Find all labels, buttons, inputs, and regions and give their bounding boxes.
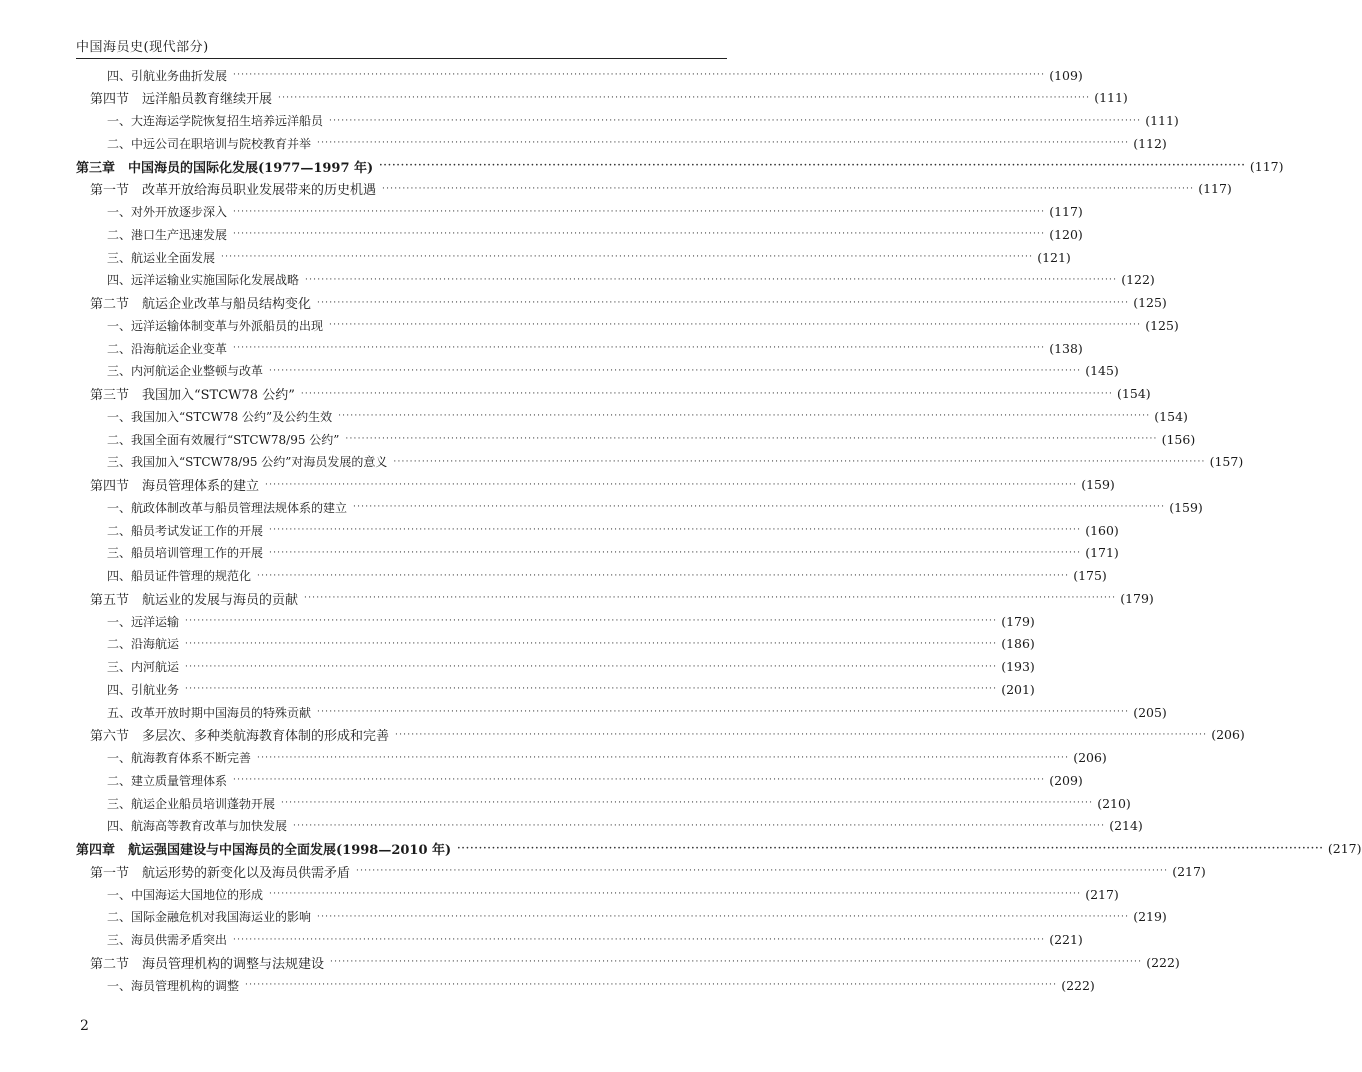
toc-chapter-entry — [76, 839, 1362, 859]
dot-leader: ········································································································································································································ — [185, 616, 998, 626]
dot-leader: ········································································································································································································ — [300, 388, 1114, 399]
toc-chapter-entry — [76, 156, 1284, 176]
toc-entry-title: 四、航海高等教育改革与加快发展 — [107, 819, 288, 834]
dot-leader: ········································································································································································································ — [233, 206, 1046, 217]
toc-entry-title: 二、港口生产迅速发展 — [107, 227, 228, 242]
toc-subsection-entry — [107, 907, 1167, 927]
toc-entry-title: 三、内河航运企业整顿与改革 — [107, 364, 264, 379]
toc-subsection-entry — [107, 634, 1035, 654]
dot-leader: ········································································································································································································ — [395, 729, 1208, 740]
toc-entry-page: (117) — [1049, 204, 1083, 219]
toc-subsection-entry — [107, 452, 1244, 472]
dot-leader: ········································································································································································································ — [257, 752, 1070, 763]
dot-leader: ········································································································································································································ — [356, 866, 1169, 877]
toc-entry-page: (160) — [1085, 522, 1119, 538]
toc-entry-title: 一、航政体制改革与船员管理法规体系的建立 — [107, 500, 348, 515]
dot-leader: ········································································································································································································ — [329, 320, 1142, 331]
dot-leader: ········································································································································································································ — [269, 525, 1082, 535]
toc-entry-page: (193) — [1001, 659, 1035, 674]
dot-leader: ········································································································································································································ — [185, 684, 998, 695]
toc-entry-page: (125) — [1145, 317, 1179, 333]
toc-subsection-entry — [107, 406, 1188, 426]
toc-entry-title: 第六节 多层次、多种类航海教育体制的形成和完善 — [90, 729, 390, 745]
toc-entry-page: (159) — [1081, 477, 1115, 492]
dot-leader: ········································································································································································································ — [382, 183, 1195, 194]
toc-entry-page: (217) — [1327, 841, 1362, 856]
toc-subsection-entry — [107, 702, 1167, 722]
toc-subsection-entry — [107, 770, 1083, 790]
dot-leader: ········································································································································································································ — [233, 229, 1046, 240]
toc-entry-title: 三、航运业全面发展 — [107, 250, 216, 265]
toc-entry-title: 一、航海教育体系不断完善 — [107, 751, 252, 765]
toc-entry-page: (205) — [1133, 704, 1167, 720]
toc-entry-page: (222) — [1061, 977, 1095, 993]
dot-leader: ········································································································································································································ — [305, 274, 1118, 285]
toc-entry-title: 五、改革开放时期中国海员的特殊贡献 — [107, 705, 312, 720]
toc-subsection-entry — [107, 611, 1035, 631]
dot-leader: ········································································································································································································ — [278, 92, 1091, 103]
dot-leader: ········································································································································································································ — [269, 547, 1082, 558]
dot-leader: ········································································································································································································ — [185, 638, 998, 649]
dot-leader: ········································································································································································································ — [379, 161, 1246, 171]
toc-entry-page: (201) — [1001, 681, 1035, 697]
toc-subsection-entry — [107, 315, 1179, 335]
toc-section-entry — [90, 88, 1128, 108]
dot-leader: ········································································································································································································ — [257, 570, 1070, 581]
toc-entry-title: 三、我国加入“STCW78/95 公约”对海员发展的意义 — [107, 455, 388, 470]
toc-subsection-entry — [107, 543, 1119, 563]
toc-entry-page: (109) — [1049, 67, 1083, 83]
toc-section-entry — [90, 725, 1245, 745]
toc-entry-page: (219) — [1133, 909, 1167, 925]
toc-section-entry — [90, 588, 1154, 608]
dot-leader: ········································································································································································································ — [353, 502, 1166, 513]
toc-entry-page: (175) — [1073, 568, 1107, 583]
dot-leader: ········································································································································································································ — [233, 775, 1046, 786]
dot-leader: ········································································································································································································ — [281, 798, 1094, 808]
toc-entry-title: 一、对外开放逐步深入 — [107, 205, 228, 219]
toc-subsection-entry — [107, 975, 1095, 995]
toc-entry-page: (159) — [1169, 499, 1203, 515]
toc-entry-page: (154) — [1154, 408, 1188, 424]
toc-subsection-entry — [107, 566, 1107, 586]
toc-section-entry — [90, 179, 1232, 199]
toc-entry-page: (206) — [1073, 750, 1107, 765]
dot-leader: ········································································································································································································ — [338, 411, 1151, 422]
toc-entry-page: (222) — [1146, 954, 1180, 970]
toc-subsection-entry — [107, 884, 1119, 904]
toc-subsection-entry — [107, 793, 1131, 813]
toc-entry-title: 三、海员供需矛盾突出 — [107, 933, 228, 947]
dot-leader: ········································································································································································································ — [304, 593, 1117, 604]
toc-entry-title: 第四节 海员管理体系的建立 — [90, 479, 260, 494]
toc-entry-title: 二、建立质量管理体系 — [107, 773, 228, 788]
toc-entry-page: (125) — [1133, 295, 1167, 310]
toc-subsection-entry — [107, 361, 1119, 381]
dot-leader: ········································································································································································································ — [317, 297, 1130, 308]
toc-entry-page: (179) — [1120, 590, 1154, 606]
dot-leader: ········································································································································································································ — [317, 911, 1130, 922]
toc-entry-page: (111) — [1145, 113, 1179, 128]
dot-leader: ········································································································································································································ — [269, 365, 1082, 376]
toc-entry-page: (156) — [1161, 431, 1196, 447]
dot-leader: ········································································································································································································ — [457, 843, 1324, 854]
toc-entry-title: 一、海员管理机构的调整 — [107, 978, 240, 993]
toc-entry-title: 第二节 海员管理机构的调整与法规建设 — [90, 956, 325, 972]
toc-entry-page: (117) — [1249, 158, 1284, 174]
toc-subsection-entry — [107, 224, 1083, 244]
toc-entry-page: (154) — [1117, 386, 1151, 401]
toc-entry-title: 三、航运企业船员培训蓬勃开展 — [107, 796, 276, 811]
toc-entry-page: (221) — [1049, 932, 1083, 947]
toc-entry-title: 四、引航业务 — [107, 682, 180, 697]
toc-entry-title: 一、我国加入“STCW78 公约”及公约生效 — [107, 409, 333, 424]
toc-entry-page: (120) — [1049, 226, 1083, 242]
toc-section-entry — [90, 293, 1167, 313]
toc-entry-title: 第四节 远洋船员教育继续开展 — [90, 92, 273, 108]
toc-entry-page: (122) — [1121, 272, 1155, 288]
toc-entry-title: 第三节 我国加入“STCW78 公约” — [90, 388, 295, 403]
toc-subsection-entry — [107, 270, 1155, 290]
toc-subsection-entry — [107, 111, 1179, 131]
toc-entry-title: 四、引航业务曲折发展 — [107, 68, 228, 83]
toc-subsection-entry — [107, 930, 1083, 950]
dot-leader: ········································································································································································································ — [233, 934, 1046, 945]
toc-entry-title: 一、大连海运学院恢复招生培养远洋船员 — [107, 114, 324, 128]
toc-entry-page: (117) — [1198, 181, 1232, 197]
dot-leader: ········································································································································································································ — [233, 343, 1046, 353]
toc-subsection-entry — [107, 748, 1107, 768]
dot-leader: ········································································································································································································ — [269, 889, 1082, 899]
running-head: 中国海员史(现代部分) — [76, 40, 209, 55]
toc-entry-title: 四、远洋运输业实施国际化发展战略 — [107, 273, 300, 288]
toc-entry-page: (111) — [1094, 90, 1128, 106]
dot-leader: ········································································································································································································ — [393, 456, 1206, 467]
toc-subsection-entry — [107, 338, 1083, 358]
toc-entry-title: 二、中远公司在职培训与院校教育并举 — [107, 136, 312, 151]
toc-entry-title: 二、船员考试发证工作的开展 — [107, 523, 264, 538]
toc-entry-title: 四、船员证件管理的规范化 — [107, 569, 252, 583]
toc-entry-title: 二、沿海航运 — [107, 637, 180, 652]
dot-leader: ········································································································································································································ — [265, 479, 1078, 490]
dot-leader: ········································································································································································································ — [293, 820, 1106, 831]
toc-entry-page: (210) — [1097, 795, 1131, 811]
toc-entry-page: (214) — [1109, 818, 1143, 834]
toc-entry-page: (157) — [1209, 454, 1244, 470]
toc-entry-title: 一、中国海运大国地位的形成 — [107, 887, 264, 902]
toc-entry-title: 第五节 航运业的发展与海员的贡献 — [90, 592, 299, 608]
toc-entry-title: 二、沿海航运企业变革 — [107, 341, 228, 356]
toc-entry-page: (171) — [1085, 545, 1119, 561]
toc-subsection-entry — [107, 816, 1143, 836]
header-rule — [76, 58, 727, 59]
toc-subsection-entry — [107, 202, 1083, 222]
toc-entry-page: (186) — [1001, 636, 1035, 652]
dot-leader: ········································································································································································································ — [317, 707, 1130, 717]
toc-entry-title: 一、远洋运输体制变革与外派船员的出现 — [107, 318, 324, 333]
toc-section-entry — [90, 384, 1151, 404]
dot-leader: ········································································································································································································ — [330, 957, 1143, 968]
toc-entry-title: 第四章 航运强国建设与中国海员的全面发展(1998—2010 年) — [76, 843, 452, 858]
dot-leader: ········································································································································································································ — [329, 115, 1142, 126]
toc-entry-title: 三、船员培训管理工作的开展 — [107, 546, 264, 561]
toc-entry-title: 三、内河航运 — [107, 660, 180, 674]
toc-entry-title: 二、国际金融危机对我国海运业的影响 — [107, 910, 312, 925]
toc-entry-title: 第一节 改革开放给海员职业发展带来的历史机遇 — [90, 183, 377, 199]
toc-entry-page: (112) — [1133, 135, 1167, 151]
toc-subsection-entry — [107, 247, 1071, 267]
toc-entry-title: 第一节 航运形势的新变化以及海员供需矛盾 — [90, 865, 351, 881]
dot-leader: ········································································································································································································ — [185, 661, 998, 672]
toc-entry-page: (206) — [1211, 727, 1245, 743]
toc-section-entry — [90, 952, 1180, 972]
dot-leader: ········································································································································································································ — [317, 138, 1130, 149]
toc-entry-title: 一、远洋运输 — [107, 614, 180, 629]
toc-entry-page: (138) — [1049, 340, 1083, 356]
dot-leader: ········································································································································································································ — [221, 252, 1034, 262]
dot-leader: ········································································································································································································ — [345, 434, 1158, 444]
toc-subsection-entry — [107, 497, 1203, 517]
toc-subsection-entry — [107, 65, 1083, 85]
dot-leader: ········································································································································································································ — [233, 70, 1046, 80]
toc-entry-page: (217) — [1172, 863, 1206, 879]
toc-entry-title: 第三章 中国海员的国际化发展(1977—1997 年) — [76, 160, 374, 176]
toc-entry-page: (145) — [1085, 363, 1119, 379]
toc-subsection-entry — [107, 133, 1167, 153]
toc-subsection-entry — [107, 520, 1119, 540]
toc-entry-title: 第二节 航运企业改革与船员结构变化 — [90, 297, 312, 312]
toc-section-entry — [90, 861, 1206, 881]
toc-entry-page: (217) — [1085, 886, 1119, 902]
page-number: 2 — [80, 1018, 89, 1034]
toc-entry-title: 二、我国全面有效履行“STCW78/95 公约” — [107, 432, 340, 447]
toc-entry-page: (121) — [1037, 249, 1071, 265]
toc-section-entry — [90, 475, 1115, 495]
toc-subsection-entry — [107, 429, 1196, 449]
dot-leader: ········································································································································································································ — [245, 980, 1058, 990]
toc-subsection-entry — [107, 657, 1035, 677]
toc-entry-page: (209) — [1049, 772, 1083, 788]
toc-subsection-entry — [107, 679, 1035, 699]
toc-entry-page: (179) — [1001, 613, 1035, 629]
